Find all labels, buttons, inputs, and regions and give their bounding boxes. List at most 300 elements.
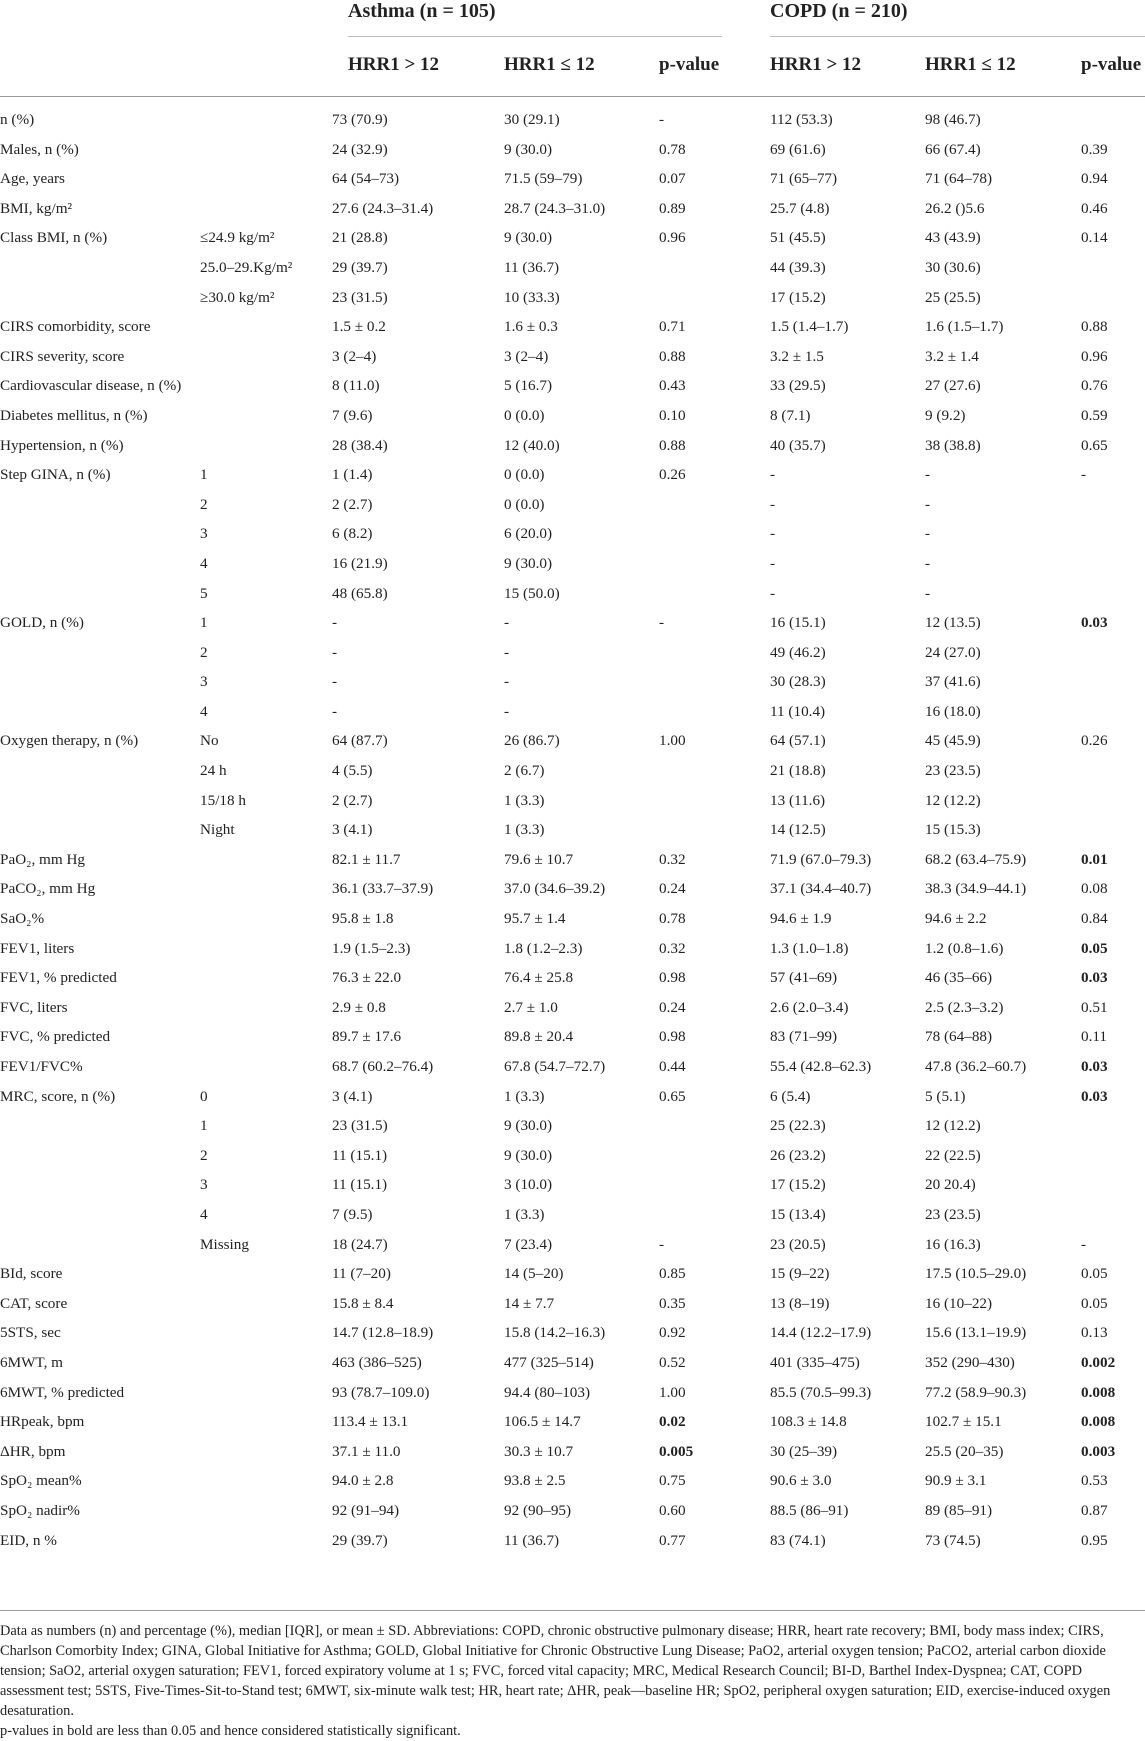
asthma-hrr-high-cell: 93 (78.7–109.0)	[332, 1383, 430, 1401]
asthma-pvalue-cell: 0.88	[659, 436, 686, 454]
row-sublabel-cell: 1	[200, 1117, 208, 1135]
table-row	[0, 757, 1145, 787]
asthma-pvalue-cell: 0.98	[659, 1028, 686, 1046]
copd-hrr-high-cell: 71 (65–77)	[770, 170, 838, 188]
copd-hrr-high-cell: 51 (45.5)	[770, 229, 826, 247]
row-sublabel-cell: 4	[200, 702, 208, 720]
table-row	[0, 1319, 1145, 1349]
asthma-hrr-high-cell: 3 (2–4)	[332, 347, 377, 365]
table-row	[0, 461, 1145, 491]
asthma-hrr-low-cell: 95.7 ± 1.4	[504, 910, 566, 928]
copd-hrr-low-cell: 45 (45.9)	[925, 732, 981, 750]
asthma-hrr-low-cell: 3 (10.0)	[504, 1176, 553, 1194]
copd-hrr-low-cell: 27 (27.6)	[925, 377, 981, 395]
copd-pvalue-cell: 0.01	[1081, 850, 1108, 868]
copd-pvalue-cell: -	[1081, 1235, 1087, 1253]
asthma-hrr-high-cell: 48 (65.8)	[332, 584, 388, 602]
asthma-hrr-low-cell: 9 (30.0)	[504, 554, 553, 572]
copd-hrr-high-cell: 112 (53.3)	[770, 111, 833, 128]
row-label-cell: Cardiovascular disease, n (%)	[0, 377, 182, 395]
copd-hrr-high-cell: 49 (46.2)	[770, 643, 826, 661]
copd-hrr-low-cell: 37 (41.6)	[925, 673, 981, 691]
copd-hrr-low-cell: 15 (15.3)	[925, 821, 981, 839]
table-row	[0, 284, 1145, 314]
asthma-hrr-low-cell: 28.7 (24.3–31.0)	[504, 199, 606, 217]
table-row	[0, 875, 1145, 905]
row-sublabel-cell: 2	[200, 495, 208, 513]
row-sublabel-cell: 5	[200, 584, 208, 602]
table-row	[0, 1290, 1145, 1320]
copd-hrr-high-cell: 17 (15.2)	[770, 288, 826, 306]
copd-pvalue-cell: 0.03	[1081, 1087, 1108, 1105]
copd-pvalue-cell: 0.65	[1081, 436, 1108, 454]
table-row	[0, 195, 1145, 225]
asthma-pvalue-cell: 1.00	[659, 1383, 686, 1401]
copd-hrr-low-cell: 12 (12.2)	[925, 1117, 981, 1135]
asthma-pvalue-cell: 0.65	[659, 1087, 686, 1105]
table-row	[0, 846, 1145, 876]
asthma-hrr-low-cell: 79.6 ± 10.7	[504, 850, 574, 868]
table-row	[0, 1497, 1145, 1527]
copd-pvalue-cell: 0.39	[1081, 140, 1108, 158]
asthma-hrr-high-cell: 2 (2.7)	[332, 791, 373, 809]
asthma-hrr-low-cell: 14 (5–20)	[504, 1265, 564, 1283]
copd-pvalue-cell: -	[1081, 466, 1087, 484]
copd-hrr-low-cell: 22 (22.5)	[925, 1146, 981, 1164]
asthma-hrr-high-cell: 24 (32.9)	[332, 140, 388, 158]
asthma-hrr-high-cell: 68.7 (60.2–76.4)	[332, 1058, 434, 1075]
asthma-hrr-high-cell: 27.6 (24.3–31.4)	[332, 199, 434, 217]
copd-pvalue-cell: 0.002	[1081, 1353, 1116, 1371]
row-label-cell: HRpeak, bpm	[0, 1413, 85, 1431]
copd-hrr-low-cell: 98 (46.7)	[925, 111, 981, 128]
asthma-pvalue-cell: 0.85	[659, 1265, 686, 1283]
copd-hrr-high-cell: 16 (15.1)	[770, 614, 826, 632]
footnote-abbreviations: Data as numbers (n) and percentage (%), median [IQR], or mean ± SD. Abbreviations: COPD, chronic obstructive pulmonary disease; HRR, heart rate recovery; BMI, body mass index; CIRS, Charlson Comorbity Index; GINA, Global Initiative for Asthma; GOLD, Global Initiative for Chronic Obstructive Lung Disease; PaO2, arterial oxygen tension; PaCO2, arterial carbon dioxide tension; SaO2, arterial oxygen saturation; FEV1, forced expiratory volume at 1 s; FVC, forced vital capacity; MRC, Medical Research Council; BI-D, Barthel Index-Dyspnea; CAT, COPD assessment test; 5STS, Five-Times-Sit-to-Stand test; 6MWT, six-minute walk test; HR, heart rate; ΔHR, peak—baseline HR; SpO2, peripheral oxygen saturation; EID, exercise-induced oxygen desaturation.	[0, 1623, 1111, 1719]
asthma-hrr-high-cell: 64 (87.7)	[332, 732, 388, 750]
asthma-hrr-high-cell: 6 (8.2)	[332, 525, 373, 543]
asthma-hrr-high-cell: 7 (9.6)	[332, 406, 373, 424]
copd-pvalue-cell: 0.05	[1081, 1294, 1108, 1312]
copd-hrr-high-cell: 90.6 ± 3.0	[770, 1472, 832, 1490]
copd-hrr-high-cell: 30 (25–39)	[770, 1442, 838, 1460]
row-sublabel-cell: 1	[200, 614, 208, 632]
row-label-cell: CAT, score	[0, 1294, 68, 1312]
asthma-pvalue-cell: 0.10	[659, 406, 686, 424]
col-header-asthma-pvalue: p-value	[659, 54, 720, 75]
copd-pvalue-cell: 0.87	[1081, 1501, 1108, 1519]
table-row	[0, 816, 1145, 846]
copd-hrr-low-cell: 73 (74.5)	[925, 1531, 981, 1549]
copd-hrr-low-cell: 89 (85–91)	[925, 1501, 993, 1519]
footer-rule	[0, 1610, 1145, 1611]
asthma-hrr-low-cell: 1 (3.3)	[504, 1087, 545, 1105]
asthma-pvalue-cell: 0.44	[659, 1058, 686, 1075]
copd-hrr-high-cell: 33 (29.5)	[770, 377, 826, 395]
asthma-hrr-low-cell: 15 (50.0)	[504, 584, 560, 602]
asthma-hrr-low-cell: 9 (30.0)	[504, 229, 553, 247]
copd-hrr-low-cell: 23 (23.5)	[925, 1205, 981, 1223]
copd-hrr-high-cell: 57 (41–69)	[770, 969, 838, 987]
copd-hrr-high-cell: 3.2 ± 1.5	[770, 347, 824, 365]
table-row	[0, 402, 1145, 432]
asthma-pvalue-cell: 0.52	[659, 1353, 686, 1371]
copd-hrr-high-cell: 6 (5.4)	[770, 1087, 811, 1105]
asthma-hrr-low-cell: 1 (3.3)	[504, 821, 545, 839]
copd-hrr-low-cell: 17.5 (10.5–29.0)	[925, 1265, 1027, 1283]
copd-hrr-low-cell: 23 (23.5)	[925, 762, 981, 780]
asthma-hrr-low-cell: 30.3 ± 10.7	[504, 1442, 574, 1460]
table-row	[0, 1053, 1145, 1083]
asthma-hrr-high-cell: 3 (4.1)	[332, 821, 373, 839]
asthma-hrr-low-cell: 477 (325–514)	[504, 1353, 594, 1371]
asthma-hrr-low-cell: 0 (0.0)	[504, 466, 545, 484]
copd-hrr-high-cell: 17 (15.2)	[770, 1176, 826, 1194]
row-label-cell: Oxygen therapy, n (%)	[0, 732, 139, 750]
asthma-hrr-low-cell: 37.0 (34.6–39.2)	[504, 880, 606, 898]
asthma-pvalue-cell: 0.77	[659, 1531, 686, 1549]
asthma-hrr-low-cell: 14 ± 7.7	[504, 1294, 555, 1312]
copd-hrr-low-cell: -	[925, 584, 931, 602]
asthma-pvalue-cell: 0.43	[659, 377, 686, 395]
table-row	[0, 787, 1145, 817]
copd-hrr-high-cell: 13 (8–19)	[770, 1294, 830, 1312]
copd-hrr-low-cell: 26.2 ()5.6	[925, 199, 985, 217]
row-label-cell: BMI, kg/m²	[0, 199, 73, 217]
asthma-hrr-low-cell: 93.8 ± 2.5	[504, 1472, 566, 1490]
table-row	[0, 1408, 1145, 1438]
asthma-pvalue-cell: 0.71	[659, 318, 686, 336]
row-sublabel-cell: 1	[200, 466, 208, 484]
table-row	[0, 639, 1145, 669]
copd-hrr-low-cell: 5 (5.1)	[925, 1087, 966, 1105]
asthma-pvalue-cell: 0.60	[659, 1501, 686, 1519]
table-row	[0, 491, 1145, 521]
copd-hrr-high-cell: 30 (28.3)	[770, 673, 826, 691]
table-row	[0, 550, 1145, 580]
asthma-pvalue-cell: 0.78	[659, 140, 686, 158]
copd-hrr-low-cell: 46 (35–66)	[925, 969, 993, 987]
table-row	[0, 1438, 1145, 1468]
table-row	[0, 609, 1145, 639]
asthma-hrr-high-cell: 3 (4.1)	[332, 1087, 373, 1105]
row-label-cell: PaCO₂, mm Hg	[0, 880, 96, 898]
copd-hrr-low-cell: 77.2 (58.9–90.3)	[925, 1383, 1027, 1401]
copd-pvalue-cell: 0.13	[1081, 1324, 1108, 1342]
table-row	[0, 254, 1145, 284]
row-sublabel-cell: 2	[200, 1146, 208, 1164]
copd-hrr-high-cell: 25.7 (4.8)	[770, 199, 830, 217]
copd-hrr-low-cell: 38.3 (34.9–44.1)	[925, 880, 1027, 898]
table-row	[0, 1379, 1145, 1409]
copd-pvalue-cell: 0.03	[1081, 969, 1108, 987]
asthma-hrr-low-cell: -	[504, 702, 510, 720]
row-label-cell: Step GINA, n (%)	[0, 466, 111, 484]
asthma-hrr-low-cell: 9 (30.0)	[504, 1146, 553, 1164]
copd-hrr-low-cell: 68.2 (63.4–75.9)	[925, 850, 1027, 868]
copd-hrr-high-cell: 40 (35.7)	[770, 436, 826, 454]
copd-hrr-high-cell: 64 (57.1)	[770, 732, 826, 750]
asthma-hrr-high-cell: 82.1 ± 11.7	[332, 850, 401, 868]
copd-hrr-low-cell: 30 (30.6)	[925, 258, 981, 276]
copd-hrr-high-cell: 71.9 (67.0–79.3)	[770, 850, 872, 868]
asthma-hrr-low-cell: 67.8 (54.7–72.7)	[504, 1058, 606, 1075]
row-sublabel-cell: 3	[200, 1176, 208, 1194]
copd-hrr-low-cell: 352 (290–430)	[925, 1353, 1015, 1371]
copd-hrr-low-cell: 47.8 (36.2–60.7)	[925, 1058, 1027, 1075]
copd-pvalue-cell: 0.26	[1081, 732, 1108, 750]
asthma-hrr-high-cell: 29 (39.7)	[332, 258, 388, 276]
asthma-hrr-high-cell: -	[332, 643, 338, 661]
asthma-pvalue-cell: 0.75	[659, 1472, 686, 1490]
col-header-copd-pvalue: p-value	[1081, 54, 1142, 75]
row-label-cell: FEV1, liters	[0, 939, 75, 957]
table-row	[0, 935, 1145, 965]
copd-hrr-high-cell: -	[770, 495, 776, 513]
copd-pvalue-cell: 0.53	[1081, 1472, 1108, 1490]
asthma-hrr-high-cell: 1 (1.4)	[332, 466, 373, 484]
row-sublabel-cell: No	[200, 732, 219, 750]
asthma-hrr-low-cell: 71.5 (59–79)	[504, 170, 583, 188]
asthma-hrr-high-cell: 15.8 ± 8.4	[332, 1294, 394, 1312]
copd-pvalue-cell: 0.94	[1081, 170, 1108, 188]
copd-hrr-high-cell: 94.6 ± 1.9	[770, 910, 832, 928]
group-rule-asthma	[348, 36, 722, 37]
table-row	[0, 224, 1145, 254]
copd-hrr-low-cell: 1.2 (0.8–1.6)	[925, 939, 1004, 957]
row-label-cell: Males, n (%)	[0, 140, 79, 158]
row-sublabel-cell: 4	[200, 554, 208, 572]
asthma-hrr-high-cell: 11 (7–20)	[332, 1265, 391, 1283]
row-label-cell: Diabetes mellitus, n (%)	[0, 406, 148, 424]
copd-hrr-low-cell: 38 (38.8)	[925, 436, 981, 454]
asthma-hrr-high-cell: 11 (15.1)	[332, 1176, 388, 1194]
copd-hrr-high-cell: 55.4 (42.8–62.3)	[770, 1058, 872, 1075]
row-sublabel-cell: 4	[200, 1205, 208, 1223]
copd-hrr-high-cell: -	[770, 584, 776, 602]
row-label-cell: Age, years	[0, 170, 65, 188]
asthma-hrr-low-cell: 76.4 ± 25.8	[504, 969, 574, 987]
table-row	[0, 372, 1145, 402]
copd-hrr-high-cell: 11 (10.4)	[770, 702, 826, 720]
copd-hrr-low-cell: 90.9 ± 3.1	[925, 1472, 987, 1490]
row-label-cell: n (%)	[0, 111, 35, 128]
asthma-hrr-low-cell: 1 (3.3)	[504, 1205, 545, 1223]
col-header-copd-hrr-high: HRR1 > 12	[770, 54, 862, 75]
row-label-cell: FEV1, % predicted	[0, 969, 117, 987]
table-row	[0, 520, 1145, 550]
asthma-hrr-high-cell: 37.1 ± 11.0	[332, 1442, 401, 1460]
copd-hrr-low-cell: 102.7 ± 15.1	[925, 1413, 1002, 1431]
copd-hrr-low-cell: 9 (9.2)	[925, 406, 966, 424]
asthma-hrr-high-cell: 73 (70.9)	[332, 111, 388, 128]
asthma-hrr-high-cell: 1.5 ± 0.2	[332, 318, 386, 336]
copd-hrr-low-cell: 66 (67.4)	[925, 140, 981, 158]
copd-pvalue-cell: 0.05	[1081, 939, 1108, 957]
copd-hrr-low-cell: 15.6 (13.1–19.9)	[925, 1324, 1027, 1342]
asthma-hrr-high-cell: 2 (2.7)	[332, 495, 373, 513]
asthma-hrr-low-cell: 26 (86.7)	[504, 732, 560, 750]
asthma-hrr-low-cell: 92 (90–95)	[504, 1501, 572, 1519]
asthma-pvalue-cell: 0.32	[659, 850, 686, 868]
asthma-pvalue-cell: 0.02	[659, 1413, 686, 1431]
row-sublabel-cell: ≤24.9 kg/m²	[200, 229, 275, 247]
asthma-hrr-high-cell: 18 (24.7)	[332, 1235, 388, 1253]
asthma-hrr-low-cell: -	[504, 614, 510, 632]
copd-hrr-low-cell: 24 (27.0)	[925, 643, 981, 661]
row-sublabel-cell: Night	[200, 821, 235, 839]
table-row	[0, 668, 1145, 698]
copd-hrr-high-cell: 21 (18.8)	[770, 762, 826, 780]
row-sublabel-cell: 15/18 h	[200, 791, 246, 809]
asthma-hrr-high-cell: 11 (15.1)	[332, 1146, 388, 1164]
copd-hrr-high-cell: 15 (13.4)	[770, 1205, 826, 1223]
row-label-cell: Class BMI, n (%)	[0, 229, 108, 247]
copd-pvalue-cell: 0.46	[1081, 199, 1108, 217]
row-label-cell: PaO₂, mm Hg	[0, 850, 86, 868]
asthma-hrr-low-cell: 3 (2–4)	[504, 347, 549, 365]
table-row	[0, 343, 1145, 373]
table-row	[0, 1231, 1145, 1261]
copd-hrr-high-cell: 83 (71–99)	[770, 1028, 838, 1046]
table-row	[0, 1467, 1145, 1497]
copd-pvalue-cell: 0.03	[1081, 614, 1108, 632]
row-label-cell: 6MWT, m	[0, 1353, 63, 1371]
asthma-hrr-high-cell: 95.8 ± 1.8	[332, 910, 394, 928]
copd-hrr-low-cell: 25 (25.5)	[925, 288, 981, 306]
copd-hrr-high-cell: 8 (7.1)	[770, 406, 811, 424]
asthma-pvalue-cell: -	[659, 1235, 665, 1253]
asthma-hrr-high-cell: -	[332, 673, 338, 691]
copd-hrr-high-cell: 88.5 (86–91)	[770, 1501, 849, 1519]
row-label-cell: SaO₂%	[0, 910, 45, 928]
asthma-hrr-low-cell: 0 (0.0)	[504, 495, 545, 513]
copd-hrr-low-cell: 71 (64–78)	[925, 170, 993, 188]
copd-hrr-high-cell: 1.3 (1.0–1.8)	[770, 939, 849, 957]
asthma-hrr-low-cell: 6 (20.0)	[504, 525, 553, 543]
row-label-cell: MRC, score, n (%)	[0, 1087, 116, 1105]
copd-pvalue-cell: 0.14	[1081, 229, 1108, 247]
copd-hrr-high-cell: 37.1 (34.4–40.7)	[770, 880, 872, 898]
group-rule-copd	[770, 36, 1145, 37]
copd-pvalue-cell: 0.51	[1081, 998, 1108, 1016]
asthma-hrr-low-cell: 1 (3.3)	[504, 791, 545, 809]
table-row	[0, 1260, 1145, 1290]
asthma-hrr-low-cell: 89.8 ± 20.4	[504, 1028, 574, 1046]
copd-hrr-high-cell: 1.5 (1.4–1.7)	[770, 318, 849, 336]
copd-pvalue-cell: 0.03	[1081, 1058, 1108, 1075]
table-row	[0, 432, 1145, 462]
asthma-hrr-low-cell: 9 (30.0)	[504, 1117, 553, 1135]
asthma-hrr-low-cell: 2.7 ± 1.0	[504, 998, 558, 1016]
asthma-hrr-high-cell: 16 (21.9)	[332, 554, 388, 572]
row-label-cell: FEV1/FVC%	[0, 1058, 83, 1075]
asthma-hrr-high-cell: 92 (91–94)	[332, 1501, 400, 1519]
table-row	[0, 313, 1145, 343]
table-row	[0, 165, 1145, 195]
copd-pvalue-cell: 0.008	[1081, 1413, 1116, 1431]
asthma-hrr-high-cell: 29 (39.7)	[332, 1531, 388, 1549]
copd-hrr-low-cell: 16 (16.3)	[925, 1235, 981, 1253]
asthma-hrr-high-cell: 113.4 ± 13.1	[332, 1413, 409, 1431]
copd-pvalue-cell: 0.003	[1081, 1442, 1116, 1460]
asthma-pvalue-cell: 0.07	[659, 170, 686, 188]
row-label-cell: GOLD, n (%)	[0, 614, 84, 632]
col-header-asthma-hrr-high: HRR1 > 12	[348, 54, 440, 75]
asthma-hrr-high-cell: 28 (38.4)	[332, 436, 388, 454]
asthma-hrr-low-cell: 5 (16.7)	[504, 377, 553, 395]
asthma-hrr-high-cell: 36.1 (33.7–37.9)	[332, 880, 434, 898]
copd-hrr-low-cell: 2.5 (2.3–3.2)	[925, 998, 1004, 1016]
asthma-hrr-high-cell: 64 (54–73)	[332, 170, 400, 188]
table-row	[0, 1112, 1145, 1142]
table-row	[0, 1023, 1145, 1053]
asthma-hrr-low-cell: 106.5 ± 14.7	[504, 1413, 581, 1431]
row-label-cell: CIRS comorbidity, score	[0, 318, 151, 336]
row-label-cell: EID, n %	[0, 1531, 57, 1549]
copd-hrr-low-cell: -	[925, 466, 931, 484]
table-row	[0, 1142, 1145, 1172]
copd-hrr-high-cell: 85.5 (70.5–99.3)	[770, 1383, 872, 1401]
table-row	[0, 136, 1145, 166]
asthma-hrr-high-cell: 94.0 ± 2.8	[332, 1472, 394, 1490]
asthma-pvalue-cell: 0.98	[659, 969, 686, 987]
copd-hrr-high-cell: 83 (74.1)	[770, 1531, 826, 1549]
asthma-hrr-low-cell: 94.4 (80–103)	[504, 1383, 591, 1401]
row-label-cell: CIRS severity, score	[0, 347, 125, 365]
copd-pvalue-cell: 0.08	[1081, 880, 1108, 898]
copd-hrr-low-cell: -	[925, 554, 931, 572]
group-header-copd: COPD (n = 210)	[770, 0, 908, 22]
table-row	[0, 994, 1145, 1024]
copd-hrr-high-cell: 15 (9–22)	[770, 1265, 830, 1283]
table-body	[0, 106, 1145, 1556]
row-label-cell: 6MWT, % predicted	[0, 1383, 125, 1401]
footnote-significance: p-values in bold are less than 0.05 and hence considered statistically significant.	[0, 1723, 461, 1739]
copd-hrr-high-cell: 108.3 ± 14.8	[770, 1413, 847, 1431]
copd-hrr-low-cell: 3.2 ± 1.4	[925, 347, 979, 365]
row-sublabel-cell: 0	[200, 1087, 208, 1105]
asthma-hrr-low-cell: 9 (30.0)	[504, 140, 553, 158]
table-row	[0, 580, 1145, 610]
col-header-asthma-hrr-low: HRR1 ≤ 12	[504, 54, 595, 75]
asthma-hrr-low-cell: -	[504, 643, 510, 661]
table-row	[0, 964, 1145, 994]
asthma-hrr-low-cell: -	[504, 673, 510, 691]
copd-hrr-high-cell: -	[770, 466, 776, 484]
table-row	[0, 1349, 1145, 1379]
asthma-pvalue-cell: 0.24	[659, 880, 686, 898]
asthma-pvalue-cell: 0.92	[659, 1324, 686, 1342]
table-row	[0, 1201, 1145, 1231]
copd-hrr-low-cell: -	[925, 495, 931, 513]
row-label-cell: BId, score	[0, 1265, 63, 1283]
asthma-hrr-low-cell: 1.8 (1.2–2.3)	[504, 939, 583, 957]
copd-hrr-high-cell: 44 (39.3)	[770, 258, 826, 276]
asthma-pvalue-cell: 0.32	[659, 939, 686, 957]
asthma-hrr-high-cell: 14.7 (12.8–18.9)	[332, 1324, 434, 1342]
copd-hrr-low-cell: 1.6 (1.5–1.7)	[925, 318, 1004, 336]
asthma-hrr-low-cell: 11 (36.7)	[504, 1531, 560, 1549]
asthma-hrr-high-cell: -	[332, 614, 338, 632]
asthma-hrr-high-cell: 76.3 ± 22.0	[332, 969, 402, 987]
row-sublabel-cell: 3	[200, 673, 208, 691]
row-label-cell: FVC, % predicted	[0, 1028, 111, 1046]
asthma-hrr-high-cell: 4 (5.5)	[332, 762, 373, 780]
row-label-cell: Hypertension, n (%)	[0, 436, 124, 454]
copd-hrr-low-cell: -	[925, 525, 931, 543]
copd-hrr-low-cell: 16 (10–22)	[925, 1294, 993, 1312]
